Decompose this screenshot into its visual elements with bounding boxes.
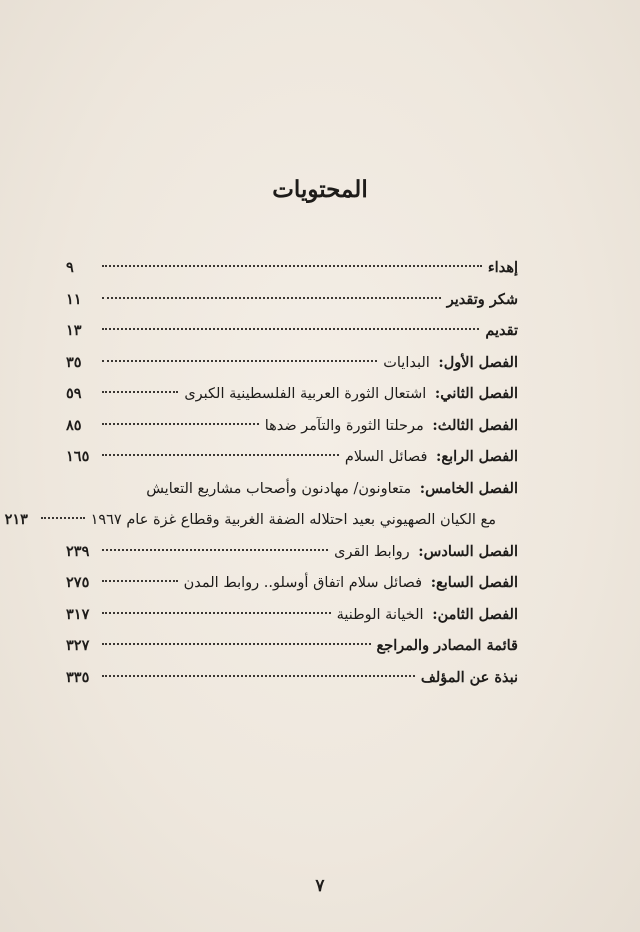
toc-page-number: ٣١٧ bbox=[66, 605, 90, 623]
toc-entry-introduction bbox=[66, 315, 518, 347]
dot-leader bbox=[102, 675, 415, 677]
label-separator: : bbox=[430, 574, 437, 591]
toc-entry-label: نبذة عن المؤلف bbox=[420, 668, 518, 686]
toc-entry-label: قائمة المصادر والمراجع bbox=[376, 637, 518, 654]
toc-entry-label: تقديم bbox=[485, 322, 518, 339]
dot-leader bbox=[102, 297, 441, 299]
chapter-label: الفصل الثامن bbox=[437, 605, 518, 623]
toc-entry-chapter-5-continuation bbox=[4, 504, 518, 536]
toc-page-number: ٣٢٧ bbox=[66, 637, 90, 654]
dot-leader bbox=[102, 328, 479, 330]
chapter-label: الفصل الخامس bbox=[425, 479, 518, 497]
toc-page-number: ١٦٥ bbox=[66, 448, 90, 465]
chapter-label: الفصل السادس bbox=[423, 542, 518, 560]
chapter-title: متعاونون/ مهادنون وأصحاب مشاريع التعايش bbox=[146, 480, 412, 497]
toc-page-number: ٢٣٩ bbox=[66, 542, 90, 560]
toc-page-number: ١١ bbox=[66, 290, 82, 308]
toc-entry-acknowledgements bbox=[66, 284, 518, 316]
label-separator: : bbox=[438, 353, 444, 371]
toc-entry-chapter-6 bbox=[66, 536, 518, 568]
toc-entry-chapter-7 bbox=[66, 567, 518, 599]
chapter-title: البدايات bbox=[383, 354, 430, 371]
toc-entry-chapter-4 bbox=[66, 441, 518, 473]
toc-entry-label: إهداء bbox=[487, 259, 518, 276]
chapter-label: الفصل الأول bbox=[443, 353, 518, 371]
chapter-title: مرحلتا الثورة والتآمر ضدها bbox=[264, 417, 424, 434]
dot-leader bbox=[102, 612, 331, 614]
label-separator: : bbox=[432, 605, 438, 623]
toc-page-number: ٩ bbox=[66, 259, 74, 276]
toc-page-number: ٣٣٥ bbox=[66, 668, 90, 686]
toc-page-number: ٢٧٥ bbox=[66, 574, 90, 591]
toc-entry-chapter-1 bbox=[66, 347, 518, 379]
toc-page-number: ٣٥ bbox=[66, 353, 82, 371]
table-of-contents bbox=[4, 252, 518, 693]
toc-page-number: ٥٩ bbox=[66, 385, 82, 402]
dot-leader bbox=[102, 360, 377, 362]
page-title: المحتويات bbox=[272, 176, 368, 203]
toc-entry-chapter-5 bbox=[66, 473, 518, 505]
toc-entry-about-author bbox=[66, 662, 518, 694]
toc-page-number: ٨٥ bbox=[66, 416, 82, 434]
toc-entry-references bbox=[66, 630, 518, 662]
dot-leader bbox=[102, 423, 259, 425]
chapter-title: فصائل السلام bbox=[344, 449, 428, 465]
label-separator: : bbox=[418, 542, 424, 560]
chapter-title: فصائل سلام اتفاق أوسلو.. روابط المدن bbox=[183, 575, 423, 591]
chapter-title-continuation: مع الكيان الصهيوني بعيد احتلاله الضفة الغربية وقطاع غزة عام ١٩٦٧ bbox=[90, 512, 496, 528]
toc-entry-chapter-2 bbox=[66, 378, 518, 410]
dot-leader bbox=[102, 454, 339, 456]
dot-leader bbox=[102, 549, 328, 551]
dot-leader bbox=[102, 391, 178, 393]
label-separator: : bbox=[434, 385, 441, 402]
toc-entry-label: شكر وتقدير bbox=[446, 290, 518, 308]
toc-entry-chapter-8 bbox=[66, 599, 518, 631]
toc-page-number: ١٣ bbox=[66, 322, 82, 339]
chapter-label: الفصل السابع bbox=[436, 574, 518, 591]
chapter-label: الفصل الثالث bbox=[437, 416, 518, 434]
toc-page-number: ٢١٣ bbox=[4, 511, 28, 528]
chapter-title: اشتعال الثورة العربية الفلسطينية الكبرى bbox=[184, 386, 427, 402]
label-separator: : bbox=[436, 448, 442, 465]
dot-leader bbox=[102, 580, 178, 582]
chapter-label: الفصل الثاني bbox=[440, 385, 518, 402]
label-separator: : bbox=[432, 416, 438, 434]
chapter-label: الفصل الرابع bbox=[441, 448, 518, 465]
toc-entry-chapter-3 bbox=[66, 410, 518, 442]
toc-entry-dedication bbox=[66, 252, 518, 284]
page-number-footer: ٧ bbox=[315, 876, 325, 896]
chapter-title: الخيانة الوطنية bbox=[336, 606, 424, 623]
label-separator: : bbox=[419, 479, 426, 497]
dot-leader bbox=[102, 265, 482, 267]
dot-leader bbox=[102, 643, 371, 645]
chapter-title: روابط القرى bbox=[334, 543, 410, 560]
dot-leader bbox=[41, 517, 85, 519]
